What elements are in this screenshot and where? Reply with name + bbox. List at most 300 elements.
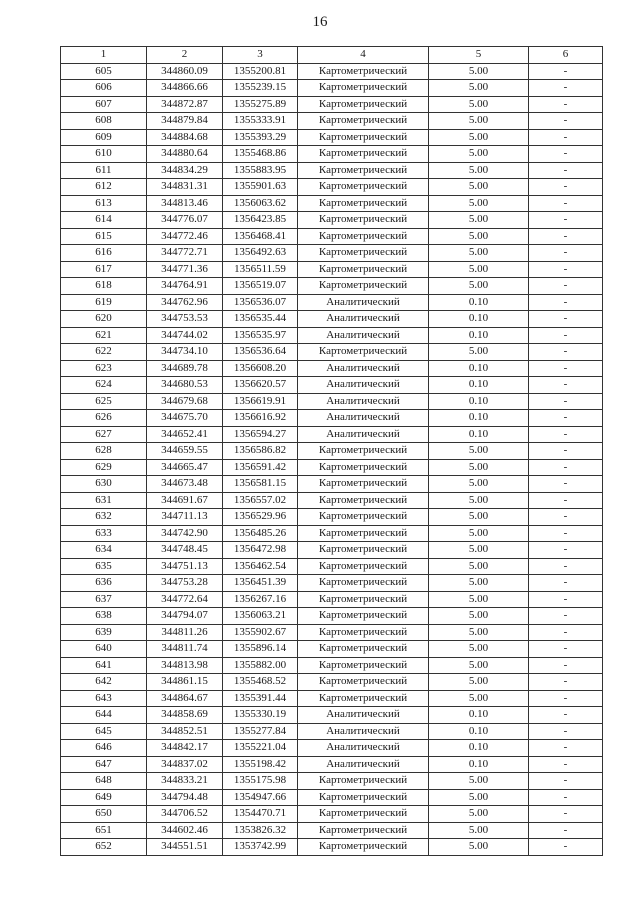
- point-number-cell: 635: [61, 558, 147, 575]
- method-cell: Картометрический: [298, 773, 429, 790]
- accuracy-cell: 5.00: [429, 624, 529, 641]
- x-coordinate-cell: 344794.07: [147, 608, 223, 625]
- point-number-cell: 646: [61, 740, 147, 757]
- point-number-cell: 652: [61, 839, 147, 856]
- x-coordinate-cell: 344861.15: [147, 674, 223, 691]
- method-cell: Картометрический: [298, 690, 429, 707]
- note-cell: -: [529, 443, 603, 460]
- point-number-cell: 641: [61, 657, 147, 674]
- table-row: [61, 740, 603, 757]
- point-number-cell: 615: [61, 228, 147, 245]
- table-row: [61, 459, 603, 476]
- method-cell: Аналитический: [298, 756, 429, 773]
- y-coordinate-cell: 1356608.20: [223, 360, 298, 377]
- point-number-cell: 610: [61, 146, 147, 163]
- x-coordinate-cell: 344858.69: [147, 707, 223, 724]
- accuracy-cell: 0.10: [429, 360, 529, 377]
- note-cell: -: [529, 212, 603, 229]
- accuracy-cell: 5.00: [429, 525, 529, 542]
- point-number-cell: 648: [61, 773, 147, 790]
- y-coordinate-cell: 1355883.95: [223, 162, 298, 179]
- method-cell: Картометрический: [298, 261, 429, 278]
- table-row: [61, 806, 603, 823]
- note-cell: -: [529, 344, 603, 361]
- x-coordinate-cell: 344689.78: [147, 360, 223, 377]
- note-cell: -: [529, 789, 603, 806]
- method-cell: Картометрический: [298, 509, 429, 526]
- table-row: [61, 426, 603, 443]
- x-coordinate-cell: 344742.90: [147, 525, 223, 542]
- accuracy-cell: 5.00: [429, 575, 529, 592]
- point-number-cell: 630: [61, 476, 147, 493]
- method-cell: Картометрический: [298, 789, 429, 806]
- point-number-cell: 643: [61, 690, 147, 707]
- column-header: 5: [429, 47, 529, 64]
- table-row: [61, 641, 603, 658]
- x-coordinate-cell: 344860.09: [147, 63, 223, 80]
- y-coordinate-cell: 1356536.64: [223, 344, 298, 361]
- table-row: [61, 509, 603, 526]
- accuracy-cell: 5.00: [429, 591, 529, 608]
- note-cell: -: [529, 377, 603, 394]
- table-row: [61, 624, 603, 641]
- point-number-cell: 631: [61, 492, 147, 509]
- table-row: [61, 146, 603, 163]
- accuracy-cell: 0.10: [429, 393, 529, 410]
- table-row: [61, 839, 603, 856]
- y-coordinate-cell: 1356594.27: [223, 426, 298, 443]
- x-coordinate-cell: 344602.46: [147, 822, 223, 839]
- y-coordinate-cell: 1356267.16: [223, 591, 298, 608]
- point-number-cell: 632: [61, 509, 147, 526]
- table-row: [61, 294, 603, 311]
- table-row: [61, 575, 603, 592]
- method-cell: Картометрический: [298, 113, 429, 130]
- accuracy-cell: 5.00: [429, 96, 529, 113]
- y-coordinate-cell: 1355468.52: [223, 674, 298, 691]
- method-cell: Аналитический: [298, 294, 429, 311]
- y-coordinate-cell: 1356591.42: [223, 459, 298, 476]
- x-coordinate-cell: 344762.96: [147, 294, 223, 311]
- table-row: [61, 344, 603, 361]
- note-cell: -: [529, 129, 603, 146]
- point-number-cell: 611: [61, 162, 147, 179]
- table-header-row: [61, 47, 603, 64]
- note-cell: -: [529, 294, 603, 311]
- note-cell: -: [529, 311, 603, 328]
- table-row: [61, 96, 603, 113]
- table-row: [61, 63, 603, 80]
- note-cell: -: [529, 360, 603, 377]
- method-cell: Картометрический: [298, 624, 429, 641]
- point-number-cell: 614: [61, 212, 147, 229]
- y-coordinate-cell: 1356472.98: [223, 542, 298, 559]
- method-cell: Аналитический: [298, 360, 429, 377]
- table-row: [61, 591, 603, 608]
- accuracy-cell: 5.00: [429, 789, 529, 806]
- x-coordinate-cell: 344665.47: [147, 459, 223, 476]
- point-number-cell: 606: [61, 80, 147, 97]
- y-coordinate-cell: 1356616.92: [223, 410, 298, 427]
- y-coordinate-cell: 1356451.39: [223, 575, 298, 592]
- point-number-cell: 622: [61, 344, 147, 361]
- y-coordinate-cell: 1355393.29: [223, 129, 298, 146]
- point-number-cell: 621: [61, 327, 147, 344]
- point-number-cell: 649: [61, 789, 147, 806]
- x-coordinate-cell: 344852.51: [147, 723, 223, 740]
- y-coordinate-cell: 1355391.44: [223, 690, 298, 707]
- method-cell: Картометрический: [298, 63, 429, 80]
- point-number-cell: 626: [61, 410, 147, 427]
- table-row: [61, 228, 603, 245]
- note-cell: -: [529, 476, 603, 493]
- accuracy-cell: 5.00: [429, 839, 529, 856]
- method-cell: Картометрический: [298, 641, 429, 658]
- table-row: [61, 245, 603, 262]
- y-coordinate-cell: 1356535.97: [223, 327, 298, 344]
- method-cell: Картометрический: [298, 245, 429, 262]
- method-cell: Картометрический: [298, 839, 429, 856]
- method-cell: Картометрический: [298, 822, 429, 839]
- y-coordinate-cell: 1355468.86: [223, 146, 298, 163]
- accuracy-cell: 5.00: [429, 80, 529, 97]
- table-row: [61, 756, 603, 773]
- note-cell: -: [529, 96, 603, 113]
- table-row: [61, 377, 603, 394]
- point-number-cell: 613: [61, 195, 147, 212]
- method-cell: Картометрический: [298, 179, 429, 196]
- accuracy-cell: 5.00: [429, 459, 529, 476]
- note-cell: -: [529, 558, 603, 575]
- point-number-cell: 639: [61, 624, 147, 641]
- table-row: [61, 773, 603, 790]
- x-coordinate-cell: 344751.13: [147, 558, 223, 575]
- accuracy-cell: 5.00: [429, 608, 529, 625]
- y-coordinate-cell: 1356492.63: [223, 245, 298, 262]
- method-cell: Картометрический: [298, 542, 429, 559]
- table-row: [61, 443, 603, 460]
- x-coordinate-cell: 344771.36: [147, 261, 223, 278]
- y-coordinate-cell: 1355333.91: [223, 113, 298, 130]
- y-coordinate-cell: 1355221.04: [223, 740, 298, 757]
- note-cell: -: [529, 822, 603, 839]
- method-cell: Картометрический: [298, 575, 429, 592]
- x-coordinate-cell: 344675.70: [147, 410, 223, 427]
- point-number-cell: 642: [61, 674, 147, 691]
- x-coordinate-cell: 344744.02: [147, 327, 223, 344]
- method-cell: Картометрический: [298, 476, 429, 493]
- point-number-cell: 636: [61, 575, 147, 592]
- note-cell: -: [529, 657, 603, 674]
- method-cell: Аналитический: [298, 740, 429, 757]
- table-row: [61, 608, 603, 625]
- y-coordinate-cell: 1356511.59: [223, 261, 298, 278]
- x-coordinate-cell: 344673.48: [147, 476, 223, 493]
- x-coordinate-cell: 344680.53: [147, 377, 223, 394]
- method-cell: Картометрический: [298, 80, 429, 97]
- table-row: [61, 393, 603, 410]
- x-coordinate-cell: 344864.67: [147, 690, 223, 707]
- point-number-cell: 612: [61, 179, 147, 196]
- point-number-cell: 625: [61, 393, 147, 410]
- table-row: [61, 657, 603, 674]
- y-coordinate-cell: 1356529.96: [223, 509, 298, 526]
- method-cell: Картометрический: [298, 344, 429, 361]
- point-number-cell: 650: [61, 806, 147, 823]
- method-cell: Картометрический: [298, 278, 429, 295]
- note-cell: -: [529, 806, 603, 823]
- x-coordinate-cell: 344753.28: [147, 575, 223, 592]
- method-cell: Картометрический: [298, 162, 429, 179]
- table-row: [61, 311, 603, 328]
- accuracy-cell: 0.10: [429, 327, 529, 344]
- note-cell: -: [529, 261, 603, 278]
- method-cell: Картометрический: [298, 657, 429, 674]
- method-cell: Картометрический: [298, 674, 429, 691]
- accuracy-cell: 5.00: [429, 228, 529, 245]
- table-row: [61, 212, 603, 229]
- x-coordinate-cell: 344879.84: [147, 113, 223, 130]
- y-coordinate-cell: 1355896.14: [223, 641, 298, 658]
- note-cell: -: [529, 63, 603, 80]
- note-cell: -: [529, 195, 603, 212]
- x-coordinate-cell: 344811.74: [147, 641, 223, 658]
- table-row: [61, 162, 603, 179]
- accuracy-cell: 0.10: [429, 377, 529, 394]
- y-coordinate-cell: 1356619.91: [223, 393, 298, 410]
- x-coordinate-cell: 344734.10: [147, 344, 223, 361]
- accuracy-cell: 0.10: [429, 294, 529, 311]
- method-cell: Картометрический: [298, 212, 429, 229]
- method-cell: Аналитический: [298, 426, 429, 443]
- point-number-cell: 627: [61, 426, 147, 443]
- method-cell: Картометрический: [298, 525, 429, 542]
- method-cell: Аналитический: [298, 377, 429, 394]
- note-cell: -: [529, 327, 603, 344]
- column-header: 4: [298, 47, 429, 64]
- y-coordinate-cell: 1356536.07: [223, 294, 298, 311]
- note-cell: -: [529, 80, 603, 97]
- accuracy-cell: 0.10: [429, 740, 529, 757]
- accuracy-cell: 5.00: [429, 558, 529, 575]
- y-coordinate-cell: 1354947.66: [223, 789, 298, 806]
- x-coordinate-cell: 344834.29: [147, 162, 223, 179]
- x-coordinate-cell: 344884.68: [147, 129, 223, 146]
- accuracy-cell: 5.00: [429, 245, 529, 262]
- method-cell: Картометрический: [298, 492, 429, 509]
- table-row: [61, 195, 603, 212]
- method-cell: Аналитический: [298, 707, 429, 724]
- note-cell: -: [529, 509, 603, 526]
- table-row: [61, 179, 603, 196]
- note-cell: -: [529, 591, 603, 608]
- note-cell: -: [529, 756, 603, 773]
- note-cell: -: [529, 245, 603, 262]
- y-coordinate-cell: 1355198.42: [223, 756, 298, 773]
- table-row: [61, 410, 603, 427]
- x-coordinate-cell: 344748.45: [147, 542, 223, 559]
- point-number-cell: 629: [61, 459, 147, 476]
- accuracy-cell: 5.00: [429, 806, 529, 823]
- x-coordinate-cell: 344772.71: [147, 245, 223, 262]
- note-cell: -: [529, 162, 603, 179]
- table-row: [61, 690, 603, 707]
- method-cell: Картометрический: [298, 96, 429, 113]
- x-coordinate-cell: 344753.53: [147, 311, 223, 328]
- x-coordinate-cell: 344679.68: [147, 393, 223, 410]
- method-cell: Картометрический: [298, 228, 429, 245]
- accuracy-cell: 5.00: [429, 113, 529, 130]
- method-cell: Аналитический: [298, 393, 429, 410]
- point-number-cell: 620: [61, 311, 147, 328]
- point-number-cell: 624: [61, 377, 147, 394]
- column-header: 6: [529, 47, 603, 64]
- x-coordinate-cell: 344842.17: [147, 740, 223, 757]
- accuracy-cell: 5.00: [429, 129, 529, 146]
- x-coordinate-cell: 344772.46: [147, 228, 223, 245]
- note-cell: -: [529, 492, 603, 509]
- y-coordinate-cell: 1356535.44: [223, 311, 298, 328]
- y-coordinate-cell: 1355902.67: [223, 624, 298, 641]
- accuracy-cell: 0.10: [429, 410, 529, 427]
- accuracy-cell: 5.00: [429, 195, 529, 212]
- x-coordinate-cell: 344831.31: [147, 179, 223, 196]
- note-cell: -: [529, 641, 603, 658]
- x-coordinate-cell: 344813.46: [147, 195, 223, 212]
- note-cell: -: [529, 113, 603, 130]
- point-number-cell: 608: [61, 113, 147, 130]
- table-body: [61, 63, 603, 855]
- point-number-cell: 618: [61, 278, 147, 295]
- accuracy-cell: 5.00: [429, 278, 529, 295]
- note-cell: -: [529, 740, 603, 757]
- y-coordinate-cell: 1356063.21: [223, 608, 298, 625]
- point-number-cell: 644: [61, 707, 147, 724]
- x-coordinate-cell: 344776.07: [147, 212, 223, 229]
- method-cell: Аналитический: [298, 723, 429, 740]
- accuracy-cell: 5.00: [429, 261, 529, 278]
- table-row: [61, 278, 603, 295]
- note-cell: -: [529, 575, 603, 592]
- table-row: [61, 80, 603, 97]
- method-cell: Картометрический: [298, 608, 429, 625]
- note-cell: -: [529, 278, 603, 295]
- point-number-cell: 623: [61, 360, 147, 377]
- x-coordinate-cell: 344833.21: [147, 773, 223, 790]
- note-cell: -: [529, 839, 603, 856]
- x-coordinate-cell: 344691.67: [147, 492, 223, 509]
- x-coordinate-cell: 344837.02: [147, 756, 223, 773]
- table-row: [61, 542, 603, 559]
- point-number-cell: 609: [61, 129, 147, 146]
- y-coordinate-cell: 1355200.81: [223, 63, 298, 80]
- point-number-cell: 640: [61, 641, 147, 658]
- accuracy-cell: 5.00: [429, 492, 529, 509]
- note-cell: -: [529, 393, 603, 410]
- accuracy-cell: 0.10: [429, 756, 529, 773]
- note-cell: -: [529, 723, 603, 740]
- method-cell: Картометрический: [298, 459, 429, 476]
- column-header: 1: [61, 47, 147, 64]
- x-coordinate-cell: 344659.55: [147, 443, 223, 460]
- table-row: [61, 113, 603, 130]
- x-coordinate-cell: 344866.66: [147, 80, 223, 97]
- note-cell: -: [529, 410, 603, 427]
- table-row: [61, 327, 603, 344]
- note-cell: -: [529, 707, 603, 724]
- y-coordinate-cell: 1356468.41: [223, 228, 298, 245]
- table-row: [61, 558, 603, 575]
- table-row: [61, 822, 603, 839]
- point-number-cell: 605: [61, 63, 147, 80]
- note-cell: -: [529, 773, 603, 790]
- accuracy-cell: 5.00: [429, 657, 529, 674]
- table-row: [61, 476, 603, 493]
- table-row: [61, 707, 603, 724]
- x-coordinate-cell: 344872.87: [147, 96, 223, 113]
- coordinates-table: [60, 46, 603, 856]
- y-coordinate-cell: 1355275.89: [223, 96, 298, 113]
- y-coordinate-cell: 1355882.00: [223, 657, 298, 674]
- x-coordinate-cell: 344811.26: [147, 624, 223, 641]
- accuracy-cell: 0.10: [429, 426, 529, 443]
- x-coordinate-cell: 344652.41: [147, 426, 223, 443]
- page-number: 16: [312, 14, 328, 30]
- note-cell: -: [529, 426, 603, 443]
- accuracy-cell: 5.00: [429, 344, 529, 361]
- y-coordinate-cell: 1356581.15: [223, 476, 298, 493]
- y-coordinate-cell: 1355277.84: [223, 723, 298, 740]
- method-cell: Аналитический: [298, 311, 429, 328]
- y-coordinate-cell: 1356586.82: [223, 443, 298, 460]
- note-cell: -: [529, 542, 603, 559]
- accuracy-cell: 5.00: [429, 509, 529, 526]
- method-cell: Картометрический: [298, 195, 429, 212]
- note-cell: -: [529, 179, 603, 196]
- table-row: [61, 674, 603, 691]
- method-cell: Картометрический: [298, 129, 429, 146]
- x-coordinate-cell: 344764.91: [147, 278, 223, 295]
- accuracy-cell: 5.00: [429, 476, 529, 493]
- accuracy-cell: 5.00: [429, 162, 529, 179]
- note-cell: -: [529, 674, 603, 691]
- note-cell: -: [529, 624, 603, 641]
- accuracy-cell: 5.00: [429, 212, 529, 229]
- point-number-cell: 619: [61, 294, 147, 311]
- note-cell: -: [529, 146, 603, 163]
- point-number-cell: 647: [61, 756, 147, 773]
- note-cell: -: [529, 608, 603, 625]
- y-coordinate-cell: 1356423.85: [223, 212, 298, 229]
- accuracy-cell: 5.00: [429, 63, 529, 80]
- method-cell: Картометрический: [298, 591, 429, 608]
- table-row: [61, 360, 603, 377]
- column-header: 3: [223, 47, 298, 64]
- accuracy-cell: 0.10: [429, 723, 529, 740]
- x-coordinate-cell: 344711.13: [147, 509, 223, 526]
- y-coordinate-cell: 1353826.32: [223, 822, 298, 839]
- y-coordinate-cell: 1356519.07: [223, 278, 298, 295]
- y-coordinate-cell: 1356063.62: [223, 195, 298, 212]
- y-coordinate-cell: 1355901.63: [223, 179, 298, 196]
- table-row: [61, 789, 603, 806]
- method-cell: Картометрический: [298, 146, 429, 163]
- note-cell: -: [529, 228, 603, 245]
- accuracy-cell: 5.00: [429, 542, 529, 559]
- accuracy-cell: 5.00: [429, 146, 529, 163]
- table-row: [61, 525, 603, 542]
- method-cell: Картометрический: [298, 443, 429, 460]
